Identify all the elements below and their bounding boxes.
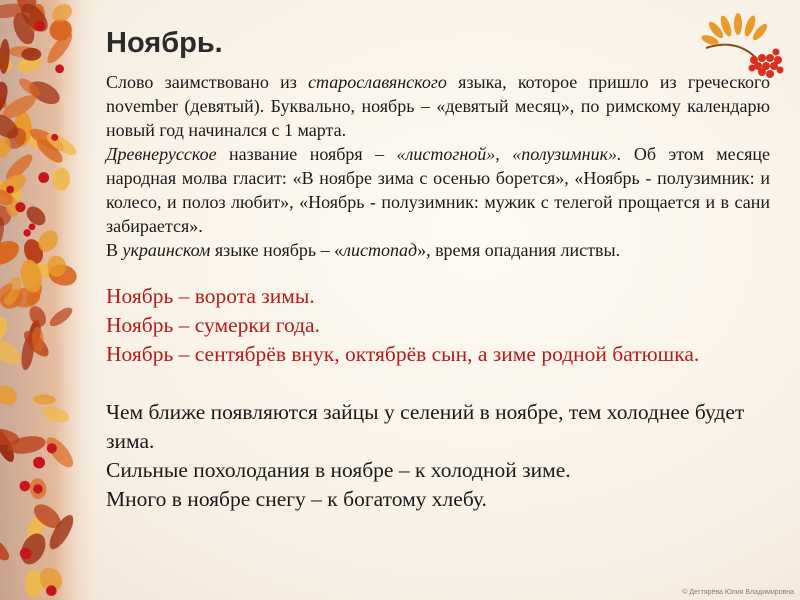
berry-shape: [15, 202, 25, 212]
italic-term: «листогной», «полузимник».: [396, 144, 622, 164]
italic-term: листопад: [343, 240, 418, 260]
saying-line: Ноябрь – ворота зимы.: [106, 284, 315, 308]
berry-shape: [23, 229, 30, 236]
paragraph-origin: [106, 70, 770, 142]
italic-term: Древнерусское: [106, 144, 217, 164]
saying-line: Ноябрь – сумерки года.: [106, 313, 320, 337]
berry-shape: [46, 585, 57, 596]
text-span: », время опадания листвы.: [417, 240, 621, 260]
italic-term: украинском: [122, 240, 211, 260]
paragraph-ukrainian: [106, 238, 770, 262]
text-span: языка, которое пришло из греческого november (девятый). Буквально, ноябрь – «девятый месяц», по римскому календарю новый год начинался с 1 марта.: [106, 72, 770, 140]
text-span: название ноября –: [216, 144, 397, 164]
copyright-note: © Дегтярёва Юлия Владимировна: [682, 589, 794, 596]
omen-line: Много в ноябре снегу – к богатому хлебу.: [106, 487, 487, 511]
text-span: Слово заимствовано из: [106, 72, 309, 92]
berry-shape: [55, 64, 64, 73]
omen-line: Сильные похолодания в ноябре – к холодной зиме.: [106, 458, 571, 482]
berry-shape: [34, 21, 45, 32]
berry-shape: [38, 172, 49, 183]
spacer: [106, 262, 770, 282]
berry-shape: [51, 134, 58, 141]
berry-shape: [29, 224, 36, 231]
italic-term: старославянского: [308, 72, 447, 92]
text-span: языке ноябрь – «: [210, 240, 344, 260]
saying-line: Ноябрь – сентябрёв внук, октябрёв сын, а зиме родной батюшка.: [106, 342, 700, 366]
berry-shape: [47, 443, 57, 453]
berry-shape: [33, 457, 45, 469]
berry-shape: [33, 484, 42, 493]
berry-shape: [20, 481, 31, 492]
slide-content: [106, 24, 770, 514]
slide-title: Ноябрь.: [106, 27, 223, 59]
berry-shape: [20, 548, 32, 560]
omen-line: Чем ближе появляются зайцы у селений в ноябре, тем холоднее будет зима.: [106, 400, 745, 453]
berry-shape: [6, 186, 14, 194]
paragraph-old-russian: [106, 142, 770, 238]
autumn-leaves-border: [0, 0, 100, 600]
text-span: Об этом месяце народная молва гласит: «В ноябре зима с осенью борется», «Ноябрь - полузимник: и колесо, и полоз любит», «Ноябрь - полузимник: мужик с телегой прощается и в сани забирается».: [106, 144, 770, 236]
text-span: В: [106, 240, 123, 260]
spacer: [106, 369, 770, 398]
